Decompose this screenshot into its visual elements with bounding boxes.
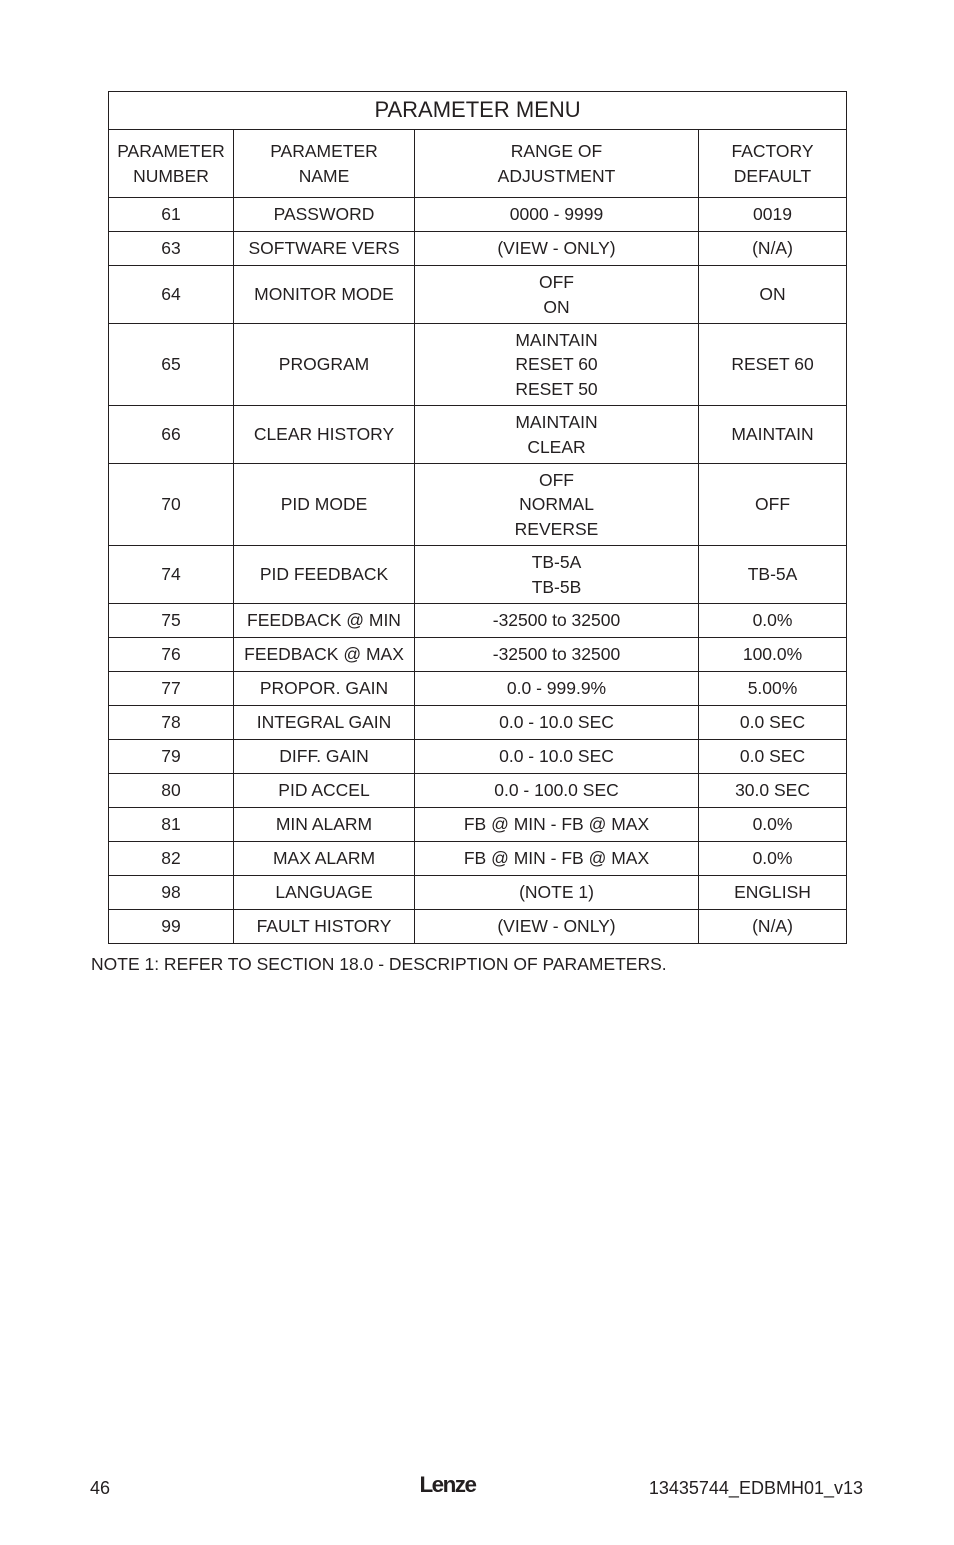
range-option: ON [543, 296, 570, 317]
range-option: REVERSE [514, 518, 599, 539]
parameter-number-cell: 63 [109, 232, 234, 266]
parameter-number-cell: 61 [109, 198, 234, 232]
range-option: (VIEW - ONLY) [497, 238, 616, 259]
table-header-row [109, 130, 847, 198]
factory-default-cell: RESET 60 [699, 324, 847, 406]
factory-default-cell: 0.0% [699, 604, 847, 638]
parameter-name-cell: INTEGRAL GAIN [234, 706, 415, 740]
table-row [109, 266, 847, 324]
parameter-name-cell: PID FEEDBACK [234, 546, 415, 604]
parameter-number-cell: 81 [109, 808, 234, 842]
header-line: FACTORY [731, 141, 814, 161]
header-range-of-adjustment [415, 130, 699, 198]
factory-default-cell: ENGLISH [699, 876, 847, 910]
header-factory-default [699, 130, 847, 198]
range-cell [415, 266, 699, 324]
parameter-name-cell: MONITOR MODE [234, 266, 415, 324]
range-cell [415, 910, 699, 944]
parameter-number-cell: 98 [109, 876, 234, 910]
parameter-name-cell: PROGRAM [234, 324, 415, 406]
range-option: RESET 60 [515, 354, 598, 375]
parameter-name-cell: PASSWORD [234, 198, 415, 232]
range-option: (VIEW - ONLY) [497, 916, 616, 937]
table-row [109, 774, 847, 808]
table-row [109, 706, 847, 740]
table-row [109, 198, 847, 232]
range-option: CLEAR [527, 436, 586, 457]
table-row [109, 672, 847, 706]
table-row [109, 842, 847, 876]
factory-default-cell: 5.00% [699, 672, 847, 706]
factory-default-cell: ON [699, 266, 847, 324]
factory-default-cell: 0.0% [699, 842, 847, 876]
range-cell [415, 546, 699, 604]
range-cell [415, 706, 699, 740]
table-row [109, 910, 847, 944]
header-line: RANGE OF [510, 141, 603, 161]
range-option: -32500 to 32500 [492, 644, 621, 665]
table-row [109, 808, 847, 842]
factory-default-cell: OFF [699, 464, 847, 546]
table-row [109, 406, 847, 464]
parameter-number-cell: 99 [109, 910, 234, 944]
table-row [109, 604, 847, 638]
factory-default-cell: TB-5A [699, 546, 847, 604]
header-line: PARAMETER [117, 141, 225, 161]
parameter-name-cell: MAX ALARM [234, 842, 415, 876]
table-row [109, 464, 847, 546]
header-line: PARAMETER [270, 141, 378, 161]
range-option: 0.0 - 10.0 SEC [499, 712, 614, 733]
parameter-name-cell: SOFTWARE VERS [234, 232, 415, 266]
parameter-name-cell: FEEDBACK @ MAX [234, 638, 415, 672]
table-title: PARAMETER MENU [109, 92, 847, 130]
range-option: MAINTAIN [515, 329, 598, 350]
factory-default-cell: 0.0% [699, 808, 847, 842]
range-option: (NOTE 1) [519, 882, 594, 903]
range-option: OFF [539, 272, 574, 292]
parameter-number-cell: 80 [109, 774, 234, 808]
range-option: RESET 50 [515, 378, 598, 399]
factory-default-cell: (N/A) [699, 910, 847, 944]
parameter-menu-table [108, 91, 847, 944]
range-cell [415, 740, 699, 774]
range-cell [415, 406, 699, 464]
factory-default-cell: 30.0 SEC [699, 774, 847, 808]
table-row [109, 232, 847, 266]
range-option: OFF [539, 469, 574, 490]
range-cell [415, 232, 699, 266]
range-option: 0.0 - 999.9% [506, 678, 607, 699]
factory-default-cell: 0.0 SEC [699, 740, 847, 774]
parameter-number-cell: 70 [109, 464, 234, 546]
range-option: -32500 to 32500 [492, 610, 621, 631]
header-parameter-name [234, 130, 415, 198]
table-row [109, 546, 847, 604]
range-cell [415, 808, 699, 842]
range-cell [415, 638, 699, 672]
parameter-number-cell: 79 [109, 740, 234, 774]
parameter-name-cell: FAULT HISTORY [234, 910, 415, 944]
range-cell [415, 876, 699, 910]
range-cell [415, 672, 699, 706]
table-row [109, 740, 847, 774]
range-option: FB @ MIN - FB @ MAX [463, 814, 650, 835]
factory-default-cell: MAINTAIN [699, 406, 847, 464]
table-title-row [109, 92, 847, 130]
parameter-name-cell: PROPOR. GAIN [234, 672, 415, 706]
range-option: TB-5A [531, 552, 582, 572]
parameter-number-cell: 82 [109, 842, 234, 876]
parameter-number-cell: 78 [109, 706, 234, 740]
table-row [109, 638, 847, 672]
parameter-name-cell: PID MODE [234, 464, 415, 546]
parameter-number-cell: 74 [109, 546, 234, 604]
parameter-name-cell: DIFF. GAIN [234, 740, 415, 774]
parameter-name-cell: PID ACCEL [234, 774, 415, 808]
header-line: ADJUSTMENT [497, 165, 616, 186]
parameter-name-cell: MIN ALARM [234, 808, 415, 842]
header-line: NAME [298, 165, 350, 186]
parameter-number-cell: 65 [109, 324, 234, 406]
range-option: TB-5B [531, 576, 582, 597]
range-option: 0.0 - 100.0 SEC [494, 780, 619, 801]
factory-default-cell: 100.0% [699, 638, 847, 672]
parameter-name-cell: LANGUAGE [234, 876, 415, 910]
header-line: NUMBER [133, 165, 209, 186]
range-cell [415, 774, 699, 808]
range-option: MAINTAIN [515, 412, 598, 432]
table-note: NOTE 1: REFER TO SECTION 18.0 - DESCRIPTION OF PARAMETERS. [91, 954, 667, 974]
table-row [109, 876, 847, 910]
factory-default-cell: 0.0 SEC [699, 706, 847, 740]
parameter-number-cell: 64 [109, 266, 234, 324]
factory-default-cell: (N/A) [699, 232, 847, 266]
parameter-number-cell: 76 [109, 638, 234, 672]
parameter-number-cell: 77 [109, 672, 234, 706]
header-parameter-number [109, 130, 234, 198]
document-id: 13435744_EDBMH01_v13 [648, 1478, 863, 1498]
range-cell [415, 198, 699, 232]
parameter-name-cell: CLEAR HISTORY [234, 406, 415, 464]
table-body [109, 198, 847, 944]
table-row [109, 324, 847, 406]
range-cell [415, 604, 699, 638]
parameter-name-cell: FEEDBACK @ MIN [234, 604, 415, 638]
range-option: 0000 - 9999 [509, 204, 604, 225]
parameter-number-cell: 75 [109, 604, 234, 638]
range-option: FB @ MIN - FB @ MAX [463, 848, 650, 869]
range-cell [415, 464, 699, 546]
range-cell [415, 842, 699, 876]
range-option: NORMAL [519, 494, 594, 515]
header-line: DEFAULT [733, 165, 812, 186]
parameter-number-cell: 66 [109, 406, 234, 464]
lenze-logo: Lenze [419, 1472, 476, 1497]
range-option: 0.0 - 10.0 SEC [499, 746, 614, 767]
factory-default-cell: 0019 [699, 198, 847, 232]
page-number: 46 [90, 1478, 111, 1498]
range-cell [415, 324, 699, 406]
